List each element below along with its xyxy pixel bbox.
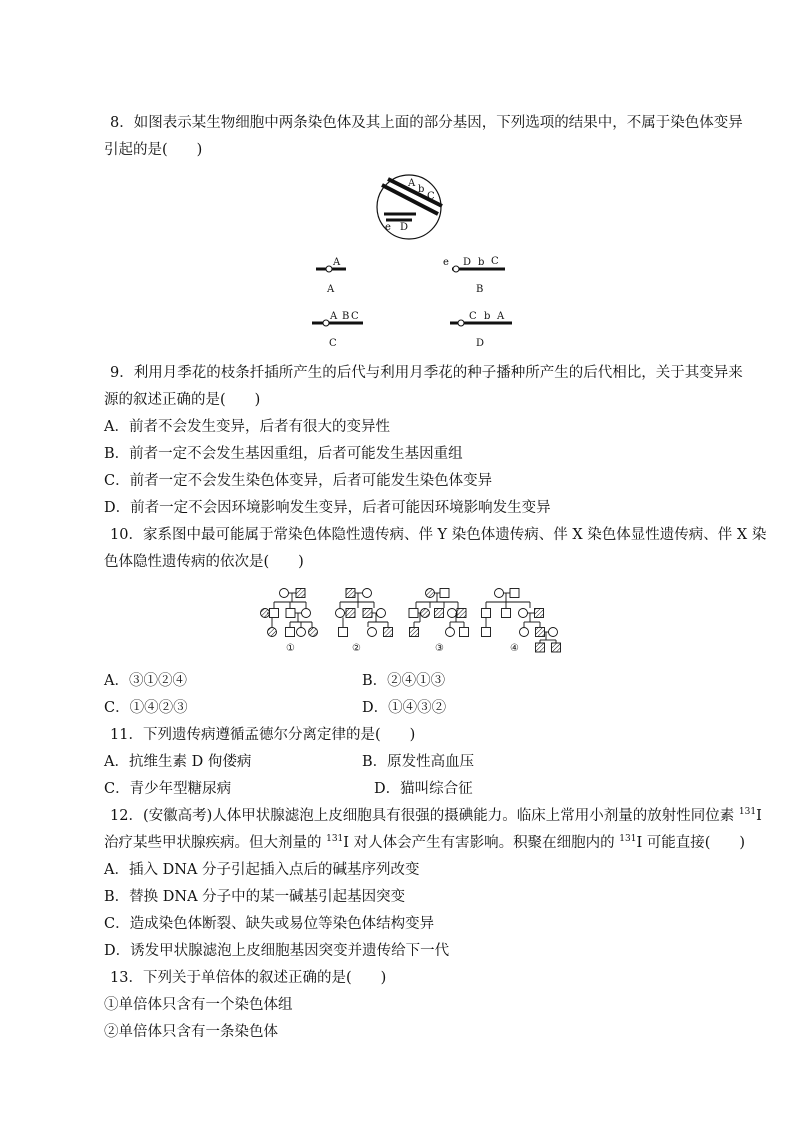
q12-option-c: C．造成染色体断裂、缺失或易位等染色体结构变异 (104, 916, 435, 932)
optC-centromere (323, 320, 329, 326)
q12-line2-text-b: I 对人体会产生有害影响。积聚在细胞内的 (343, 835, 620, 851)
optB-centromere (453, 266, 459, 272)
pedigree-diagrams (0, 580, 794, 660)
pedigree-3 (409, 589, 469, 637)
q10-option-a: A．③①②④ (104, 673, 187, 689)
q9-stem-line1: 9．利用月季花的枝条扦插所产生的后代与利用月季花的种子播种所产生的后代相比，关于其变异来 (110, 365, 743, 381)
q10-option-b: B．②④①③ (362, 673, 446, 689)
pedigree-label-1: ① (286, 643, 295, 654)
q11-option-d: D．猫叫综合征 (374, 781, 473, 797)
q12-isotope-sup-2: 131 (326, 834, 344, 845)
q9-option-b: B．前者一定不会发生基因重组，后者可能发生基因重组 (104, 446, 463, 462)
q12-option-b: B．替换 DNA 分子中的某一碱基引起基因突变 (104, 889, 406, 905)
q13-item-1: ①单倍体只含有一个染色体组 (104, 997, 293, 1013)
optB-gene-1: D (463, 257, 472, 268)
optC-gene-0: A (330, 311, 338, 322)
q11-option-a: A．抗维生素 D 佝偻病 (104, 754, 252, 770)
pedigree-4 (482, 589, 561, 653)
pedigree-1 (261, 589, 318, 637)
optB-gene-3: C (491, 256, 499, 267)
optB-label: B (476, 284, 484, 295)
cell-gene-top-1: b (418, 184, 425, 195)
q9-option-a: A．前者不会发生变异，后者有很大的变异性 (104, 419, 390, 435)
optD-gene-1: b (484, 311, 491, 322)
q12-option-a: A．插入 DNA 分子引起插入点后的碱基序列改变 (104, 862, 420, 878)
q8-stem-line1: 8．如图表示某生物细胞中两条染色体及其上面的部分基因，下列选项的结果中，不属于染色体变异 (110, 115, 743, 131)
optD-gene-2: A (497, 311, 505, 322)
cell-gene-bottom-1: D (400, 222, 409, 233)
q9-stem-line2: 源的叙述正确的是( ) (104, 392, 261, 408)
q10-option-d: D．①④③② (362, 700, 447, 716)
q12-line2-text-c: I 可能直接( ) (636, 835, 746, 851)
optA-gene-0: A (333, 257, 341, 268)
optD-gene-0: C (469, 311, 477, 322)
optC-gene-2: C (351, 311, 359, 322)
pedigree-label-4: ④ (510, 643, 519, 654)
q13-item-2: ②单倍体只含有一条染色体 (104, 1024, 278, 1040)
q11-option-c: C．青少年型糖尿病 (104, 781, 232, 797)
optA-label: A (327, 284, 335, 295)
optD-label: D (476, 338, 485, 348)
optA-centromere (326, 266, 332, 272)
optD-centromere (458, 320, 464, 326)
q12-stem-line2 (104, 834, 745, 852)
optC-gene-1: B (342, 311, 350, 322)
q12-line1-element: I (756, 808, 762, 824)
optB-gene-2: b (478, 257, 485, 268)
optB-gene-0: e (443, 257, 449, 268)
q13-stem: 13．下列关于单倍体的叙述正确的是( ) (110, 970, 387, 986)
q12-isotope-sup-1: 131 (738, 807, 757, 818)
cell-gene-bottom-0: e (385, 222, 391, 233)
q8-chromosome-diagram (0, 168, 794, 348)
q12-option-d: D．诱发甲状腺滤泡上皮细胞基因突变并遗传给下一代 (104, 943, 450, 959)
pedigree-label-3: ③ (435, 643, 444, 654)
q11-stem: 11．下列遗传病遵循孟德尔分离定律的是( ) (110, 727, 416, 743)
q9-option-c: C．前者一定不会发生染色体变异，后者可能发生染色体变异 (104, 473, 493, 489)
q12-isotope-sup-3: 131 (619, 834, 637, 845)
q11-option-b: B．原发性高血压 (362, 754, 475, 770)
pedigree-label-2: ② (352, 643, 361, 654)
q12-line2-text-a: 治疗某些甲状腺疾病。但大剂量的 (104, 835, 327, 851)
pedigree-2 (336, 589, 393, 637)
q10-stem-line1: 10．家系图中最可能属于常染色体隐性遗传病、伴 Y 染色体遗传病、伴 X 染色体显性遗传病、伴 X 染 (110, 527, 767, 543)
q10-option-c: C．①④②③ (104, 700, 188, 716)
q9-option-d: D．前者一定不会因环境影响发生变异，后者可能因环境影响发生变异 (104, 500, 551, 516)
q10-stem-line2: 色体隐性遗传病的依次是( ) (104, 554, 304, 570)
q12-line1-text: 12．(安徽高考)人体甲状腺滤泡上皮细胞具有很强的摄碘能力。临床上常用小剂量的放射性同位素 (110, 808, 739, 824)
cell-gene-top-0: A (408, 178, 416, 189)
q12-stem-line1 (110, 807, 762, 825)
optC-label: C (329, 338, 337, 348)
q8-stem-line2: 引起的是( ) (104, 142, 203, 158)
cell-gene-top-2: C (427, 191, 435, 202)
